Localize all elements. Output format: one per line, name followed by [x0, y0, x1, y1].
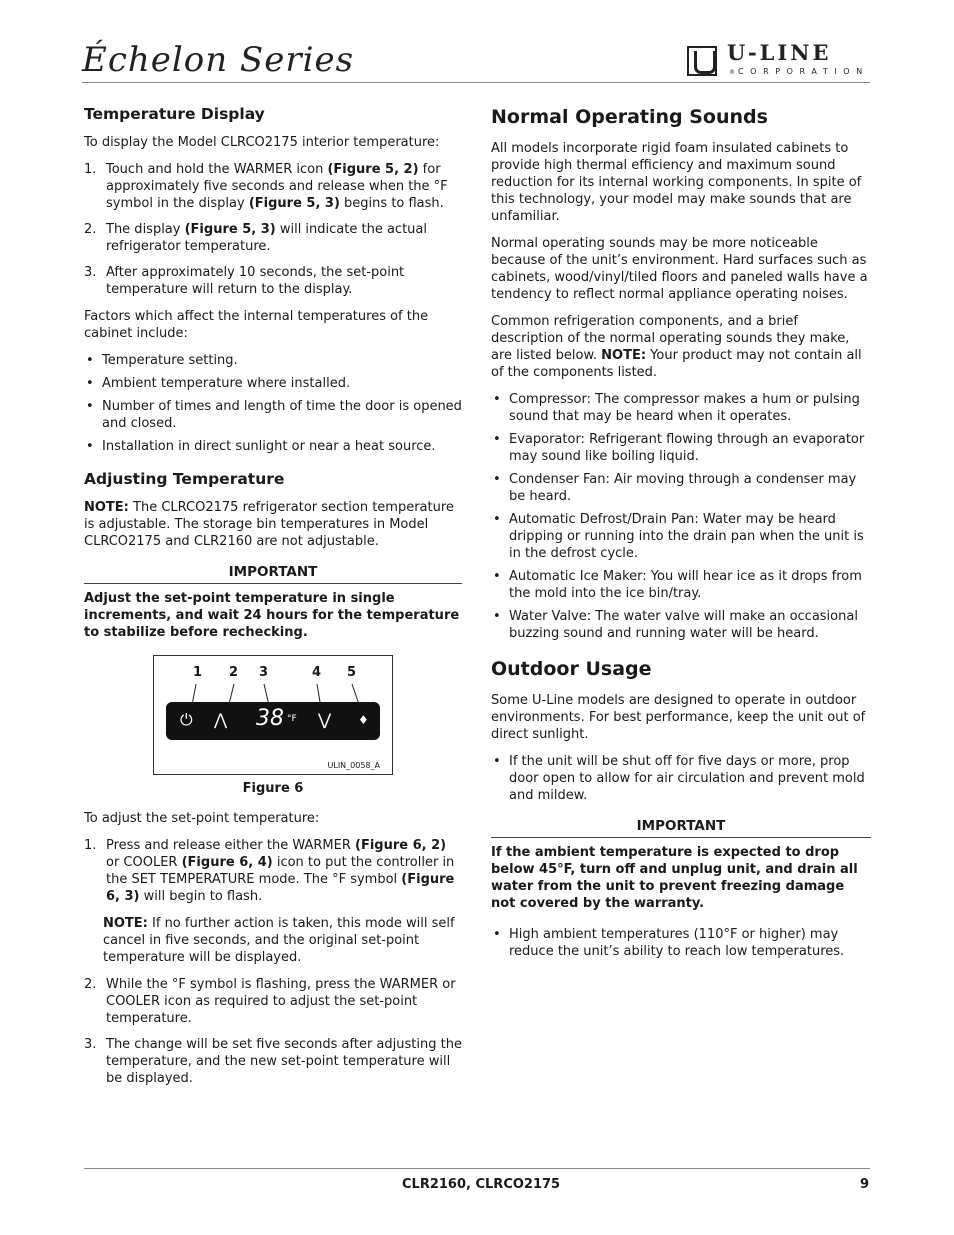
factors-intro: Factors which affect the internal temperatures of the cabinet include:: [84, 309, 429, 341]
temperature-display-steps: [84, 161, 462, 298]
logo-corporation: ® CORPORATION: [729, 67, 869, 76]
temperature-digits: 38: [256, 706, 284, 731]
figure-callout-5: 5: [347, 665, 357, 680]
factors-list: [84, 352, 462, 455]
uline-logo-icon: [687, 46, 717, 76]
adjusting-note: NOTE: The CLRCO2175 refrigerator section temperature is adjustable. The storage bin temperatures in Model CLRCO2175 and CLR2160 are not adjustable.: [84, 500, 454, 549]
sounds-paragraph-3: Common refrigeration components, and a brief description of the normal operating sounds they make, are listed below. NOTE: Your product may not contain all of the components listed.: [491, 314, 862, 380]
list-item: 2. The display (Figure 5, 3) will indicate the actual refrigerator temperature.: [84, 222, 427, 254]
important-body: Adjust the set-point temperature in single increments, and wait 24 hours for the temperature to stabilize before rechecking.: [84, 591, 460, 640]
footer-rule: [84, 1168, 870, 1169]
list-item: • Water Valve: The water valve will make an occasional buzzing sound and running water will be heard.: [491, 608, 871, 642]
list-item: • Compressor: The compressor makes a hum or pulsing sound that may be heard when it operates.: [491, 391, 871, 425]
adjust-steps: [84, 837, 462, 905]
list-item: 3. The change will be set five seconds after adjusting the temperature, and the new set-point temperature will be displayed.: [84, 1037, 462, 1086]
outdoor-list-2: [491, 926, 871, 960]
light-icon: ♦: [358, 713, 369, 727]
list-item: • Temperature setting.: [84, 352, 462, 369]
outdoor-list: [491, 753, 871, 804]
list-item: • Evaporator: Refrigerant flowing through an evaporator may sound like boiling liquid.: [491, 431, 871, 465]
list-item: • Automatic Defrost/Drain Pan: Water may be heard dripping or running into the drain pan when the unit is in the defrost cycle.: [491, 511, 871, 562]
display-panel: [166, 702, 380, 740]
control-panel-figure: [153, 655, 393, 775]
temperature-display-heading: Temperature Display: [84, 105, 265, 123]
adjust-steps-continued: [84, 976, 462, 1087]
list-item: • If the unit will be shut off for five days or more, prop door open to allow for air circulation and prevent mold and mildew.: [491, 753, 871, 804]
outdoor-usage-heading: Outdoor Usage: [491, 658, 652, 680]
sounds-paragraph-1: All models incorporate rigid foam insulated cabinets to provide high thermal efficiency and maximum sound reduction for its internal working components. In spite of this technology, your model may make sounds that are unfamiliar.: [491, 141, 862, 224]
figure-caption: Figure 6: [242, 781, 304, 796]
list-item: 2. While the °F symbol is flashing, press the WARMER or COOLER icon as required to adjust the set-point temperature.: [84, 977, 456, 1026]
outdoor-important-body: If the ambient temperature is expected to drop below 45°F, turn off and unplug unit, and drain all water from the unit to prevent freezing damage not covered by the warranty.: [491, 845, 858, 911]
sounds-paragraph-2: Normal operating sounds may be more noticeable because of the unit’s environment. Hard surfaces such as cabinets, wood/vinyl/tiled floors and paneled walls have a tendency to reflect normal appliance operating noises.: [491, 236, 868, 302]
figure-code: ULIN_0058_A: [327, 761, 380, 770]
series-title: Échelon Series: [82, 40, 355, 80]
page-number: 9: [859, 1177, 869, 1192]
fahrenheit-symbol: °F: [287, 714, 297, 724]
adjust-intro: To adjust the set-point temperature:: [84, 811, 320, 826]
left-column: [84, 104, 462, 1097]
power-icon: ⏻: [180, 710, 193, 729]
outdoor-paragraph: Some U-Line models are designed to operate in outdoor environments. For best performance, keep the unit out of direct sunlight.: [491, 693, 866, 742]
list-item: • Number of times and length of time the door is opened and closed.: [84, 398, 462, 432]
adjust-note: NOTE: If no further action is taken, this mode will self cancel in five seconds, and the original set-point temperature will be displayed.: [103, 916, 455, 965]
header-rule: [82, 82, 870, 83]
cooler-icon: ⋁: [318, 710, 332, 729]
uline-logo: [687, 40, 873, 80]
list-item: • Installation in direct sunlight or near a heat source.: [84, 438, 462, 455]
figure-callout-3: 3: [259, 665, 269, 680]
list-item: • Automatic Ice Maker: You will hear ice as it drops from the mold into the ice bin/tray.: [491, 568, 871, 602]
list-item: 1. Press and release either the WARMER (Figure 6, 2) or COOLER (Figure 6, 4) icon to put the controller in the SET TEMPERATURE mode. The °F symbol (Figure 6, 3) will begin to flash.: [84, 838, 455, 904]
temperature-display-intro: To display the Model CLRCO2175 interior temperature:: [84, 135, 440, 150]
warmer-icon: ⋀: [214, 710, 228, 729]
important-heading: IMPORTANT: [84, 564, 462, 584]
adjusting-temperature-heading: Adjusting Temperature: [84, 470, 285, 488]
normal-operating-sounds-heading: Normal Operating Sounds: [491, 106, 768, 128]
figure-callout-1: 1: [193, 665, 203, 680]
logo-name: U-LINE: [727, 40, 832, 65]
list-item: • Condenser Fan: Air moving through a condenser may be heard.: [491, 471, 871, 505]
right-column: [491, 104, 871, 970]
footer-models: CLR2160, CLRCO2175: [402, 1177, 561, 1192]
list-item: • Ambient temperature where installed.: [84, 375, 462, 392]
sounds-list: [491, 391, 871, 642]
figure-callout-2: 2: [229, 665, 239, 680]
list-item: • High ambient temperatures (110°F or higher) may reduce the unit’s ability to reach low temperatures.: [491, 926, 871, 960]
outdoor-important-heading: IMPORTANT: [491, 818, 871, 838]
list-item: 1. Touch and hold the WARMER icon (Figure 5, 2) for approximately five seconds and release when the °F symbol in the display (Figure 5, 3) begins to flash.: [84, 162, 448, 211]
figure-callout-4: 4: [312, 665, 322, 680]
list-item: 3. After approximately 10 seconds, the set-point temperature will return to the display.: [84, 265, 405, 297]
